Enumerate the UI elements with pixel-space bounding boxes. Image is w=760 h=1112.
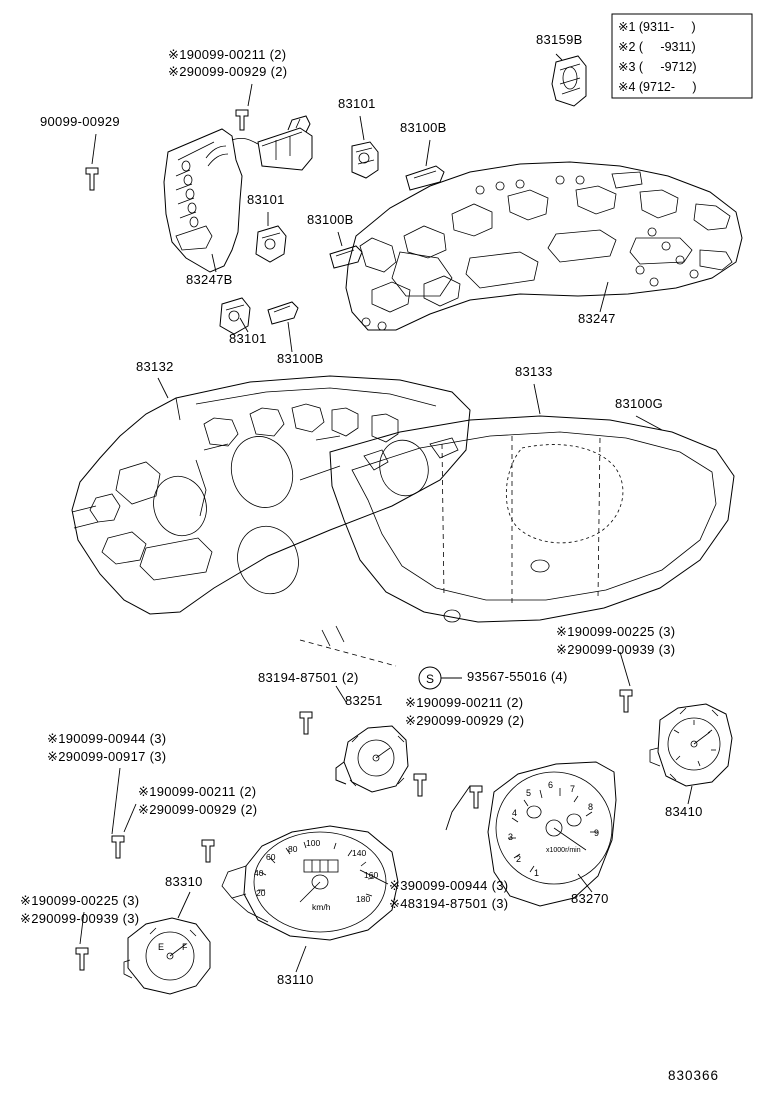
part-label-83100B-a: 83100B: [400, 120, 447, 135]
part-label-83247B: 83247B: [186, 272, 233, 287]
part-83410: [650, 704, 732, 786]
part-label-93567-55016: 93567-55016 (4): [467, 669, 568, 684]
svg-text:6: 6: [548, 780, 554, 790]
part-label-190099-00211-top: ※190099-00211 (2): [168, 47, 287, 62]
part-label-190099-00211-c: ※190099-00211 (2): [138, 784, 257, 799]
svg-text:1: 1: [534, 868, 540, 878]
svg-text:40: 40: [254, 868, 264, 878]
part-label-83194-87501: 83194-87501 (2): [258, 670, 359, 685]
part-83247: [346, 162, 742, 330]
part-label-290099-00917: ※290099-00917 (3): [47, 749, 167, 764]
legend-row-2: ※2 ( -9311): [618, 40, 696, 54]
part-label-390099-00944: ※390099-00944 (3): [389, 878, 509, 893]
svg-text:160: 160: [364, 870, 379, 880]
part-label-83310: 83310: [165, 874, 203, 889]
part-label-83270: 83270: [571, 891, 609, 906]
part-label-83251: 83251: [345, 693, 383, 708]
part-label-190099-00225-a: ※190099-00225 (3): [556, 624, 676, 639]
part-83100B-low: [268, 302, 298, 324]
svg-text:100: 100: [306, 838, 321, 848]
part-83101-top: [352, 142, 378, 178]
svg-text:9: 9: [594, 828, 600, 838]
part-label-290099-00939-b: ※290099-00939 (3): [20, 911, 140, 926]
legend-row-1: ※1 (9311- ): [618, 20, 696, 34]
part-label-83100B-b: 83100B: [307, 212, 354, 227]
part-label-83110: 83110: [277, 972, 314, 987]
screw-glyphs: [76, 110, 632, 970]
svg-text:20: 20: [256, 888, 266, 898]
legend-row-3: ※3 ( -9712): [618, 60, 697, 74]
svg-text:3: 3: [508, 832, 514, 842]
part-label-83100G: 83100G: [615, 396, 664, 411]
part-label-290099-00939-a: ※290099-00939 (3): [556, 642, 676, 657]
part-label-83410: 83410: [665, 804, 703, 819]
part-93567-55016: [419, 667, 462, 689]
svg-text:2: 2: [516, 854, 522, 864]
svg-text:80: 80: [288, 844, 298, 854]
part-83101-low: [220, 298, 250, 334]
part-83159B: [552, 56, 586, 106]
svg-text:F: F: [182, 942, 188, 952]
part-label-290099-00929-b: ※290099-00929 (2): [405, 713, 525, 728]
part-label-83101-b: 83101: [247, 192, 285, 207]
part-label-83100B-c: 83100B: [277, 351, 324, 366]
svg-text:7: 7: [570, 784, 576, 794]
part-label-83159B: 83159B: [536, 32, 583, 47]
svg-text:S: S: [425, 672, 435, 686]
svg-text:4: 4: [512, 808, 518, 818]
svg-text:140: 140: [352, 848, 367, 858]
svg-text:60: 60: [266, 852, 276, 862]
part-label-83132: 83132: [136, 359, 174, 374]
svg-text:x1000r/min: x1000r/min: [546, 847, 581, 854]
part-label-290099-00929-top: ※290099-00929 (2): [168, 64, 288, 79]
part-label-190099-00944: ※190099-00944 (3): [47, 731, 167, 746]
part-83101-mid: [256, 226, 286, 262]
svg-text:km/h: km/h: [312, 902, 331, 912]
svg-text:E: E: [158, 942, 165, 952]
svg-text:5: 5: [526, 788, 532, 798]
part-label-190099-00225-b: ※190099-00225 (3): [20, 893, 140, 908]
part-label-83247: 83247: [578, 311, 616, 326]
part-83310: [124, 918, 210, 994]
part-label-290099-00929-c: ※290099-00929 (2): [138, 802, 258, 817]
part-83100B-top: [406, 166, 444, 190]
part-label-83101-a: 83101: [338, 96, 376, 111]
part-83247B: [164, 116, 312, 272]
svg-text:180: 180: [356, 894, 371, 904]
part-label-83101-c: 83101: [229, 331, 267, 346]
part-label-190099-00211-b: ※190099-00211 (2): [405, 695, 524, 710]
svg-text:8: 8: [588, 802, 594, 812]
part-83251: [336, 726, 408, 792]
part-label-83133: 83133: [515, 364, 553, 379]
part-label-90099-00929: 90099-00929: [40, 114, 120, 129]
legend-row-4: ※4 (9712- ): [618, 80, 697, 94]
part-label-483194-87501: ※483194-87501 (3): [389, 896, 509, 911]
leader-lines: [80, 54, 692, 972]
part-83100B-mid: [330, 246, 362, 268]
figure-number: 830366: [668, 1068, 720, 1083]
part-83110: [222, 826, 398, 940]
